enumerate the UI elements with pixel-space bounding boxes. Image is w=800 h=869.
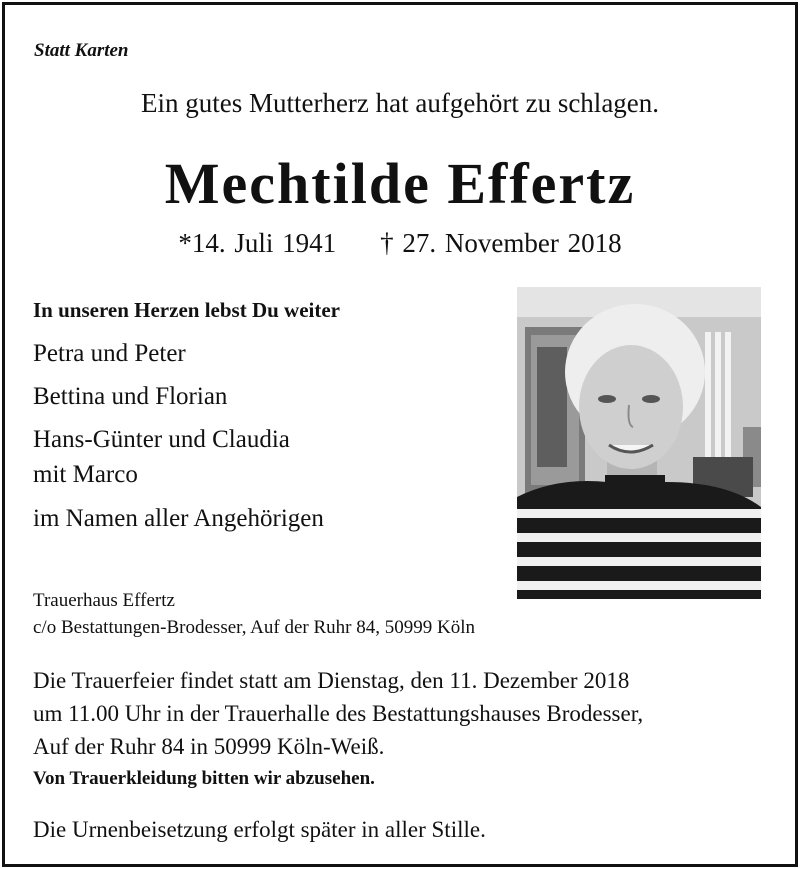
ceremony-line: um 11.00 Uhr in der Trauerhalle des Bestattungshauses Brodesser, [33,701,644,726]
ceremony-line: Auf der Ruhr 84 in 50999 Köln-Weiß. [33,734,385,759]
deceased-name: Mechtilde Effertz [164,151,636,216]
address-line: c/o Bestattungen-Brodesser, Auf der Ruhr 84, 50999 Köln [33,617,475,638]
urn-burial-note: Die Urnenbeisetzung erfolgt später in aller Stille. [33,817,486,842]
birth-date: *14. Juli 1941 [178,228,337,258]
statt-karten-label: Statt Karten [34,40,129,61]
portrait-photo [517,287,761,599]
intro-text: Ein gutes Mutterherz hat aufgehört zu schlagen. [140,88,660,118]
address-line: Trauerhaus Effertz [33,590,175,611]
mourner-line: Hans-Günter und Claudia [33,426,290,453]
death-date: † 27. November 2018 [380,228,622,258]
mourner-line: Petra und Peter [33,340,186,367]
life-dates [0,228,800,259]
mourner-line: mit Marco [33,461,138,488]
ceremony-line: Die Trauerfeier findet statt am Dienstag, den 11. Dezember 2018 [33,668,630,693]
mourning-dress-note: Von Trauerkleidung bitten wir abzusehen. [33,768,375,789]
mourner-line: im Namen aller Angehörigen [33,505,324,532]
mourner-line: Bettina und Florian [33,383,228,410]
family-heading: In unseren Herzen lebst Du weiter [33,298,340,322]
